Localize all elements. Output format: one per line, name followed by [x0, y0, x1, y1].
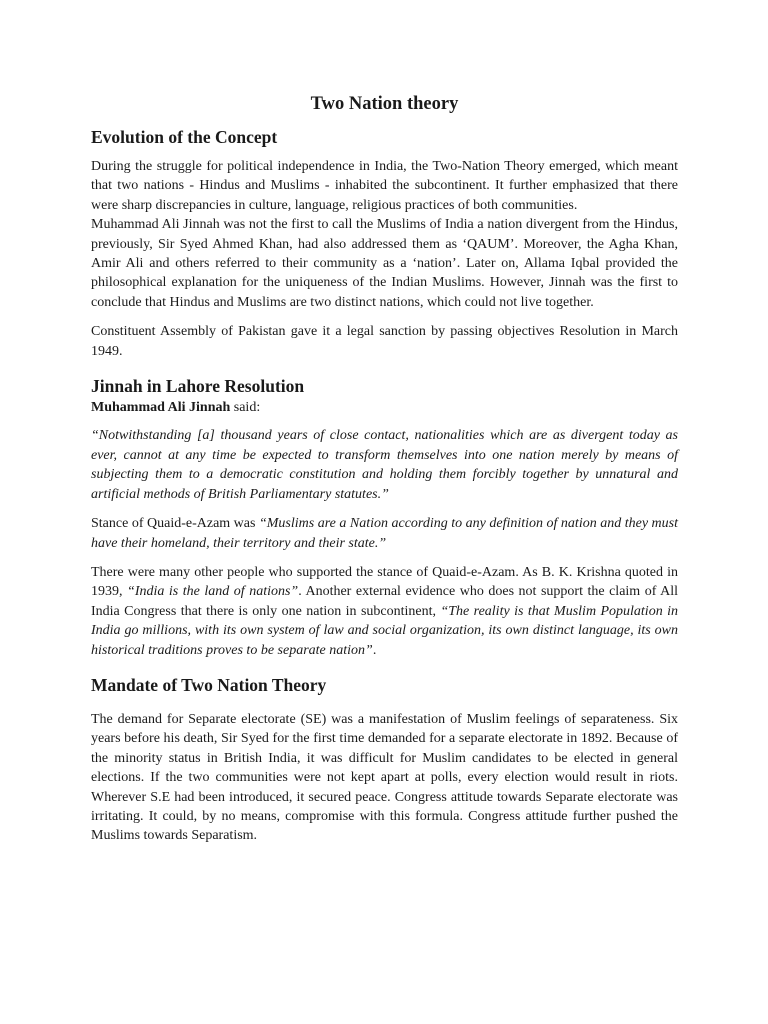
- evolution-paragraph-2: Muhammad Ali Jinnah was not the first to call the Muslims of India a nation divergent from the Hindus, previously, Sir Syed Ahmed Khan, had also addressed them as ‘QAUM’. Moreover, the Agha Khan, Amir Ali and others referred to their community as a ‘nation’. Later on, Allama Iqbal provided the philosophical explanation for the uniqueness of the Indian Muslims. However, Jinnah was the first to conclude that Hindus and Muslims are two distinct nations, which could not live together.: [91, 217, 678, 310]
- evolution-paragraph-1: During the struggle for political independence in India, the Two-Nation Theory emerged, which meant that two nations - Hindus and Muslims - inhabited the subcontinent. It further emphasized that there were sharp discrepancies in culture, language, religious practices of both communities.: [91, 159, 678, 213]
- stance-quote: “Muslims are a Nation according to any definition of nation and they must have their homeland, their territory and their state.”: [91, 516, 678, 551]
- speaker-said: said:: [230, 400, 261, 416]
- speaker-line: [91, 398, 678, 417]
- document-title: Two Nation theory: [310, 94, 459, 114]
- heading-evolution: Evolution of the Concept: [91, 127, 278, 147]
- jinnah-quote: “Notwithstanding [a] thousand years of close contact, nationalities which are as divergent today as ever, cannot at any time be expected to transform themselves into one nation merely by means of subjecting them to a democratic constitution and holding them forcibly together by unnatural and artificial methods of British Parliamentary statutes.”: [91, 428, 678, 502]
- heading-lahore-resolution: Jinnah in Lahore Resolution: [91, 376, 305, 397]
- support-quote-1: “India is the land of nations”: [127, 584, 299, 600]
- document-page: [91, 92, 678, 846]
- stance-paragraph: [91, 514, 678, 553]
- support-paragraph: [91, 563, 678, 660]
- heading-mandate: Mandate of Two Nation Theory: [91, 674, 327, 695]
- support-end: .: [372, 642, 377, 658]
- support-quote-2: “The reality is that Muslim Population in India go millions, with its own system of law and social organization, its own distinct language, its own historical traditions proves to be separate nation”: [91, 603, 679, 658]
- speaker-name: Muhammad Ali Jinnah: [91, 400, 231, 416]
- evolution-paragraph-3: Constituent Assembly of Pakistan gave it a legal sanction by passing objectives Resolution in March 1949.: [91, 324, 678, 359]
- support-prefix: There were many other people who supported the stance of Quaid-e-Azam. As B. K. Krishna quoted in 1939,: [91, 564, 678, 600]
- mandate-paragraph-1: The demand for Separate electorate (SE) was a manifestation of Muslim feelings of separateness. Six years before his death, Sir Syed for the first time demanded for a separate electorate in 1892. Because of the minority status in British India, it was difficult for Muslim candidates to be elected in general elections. If the two communities were not kept apart at polls, every election would result in riots. Wherever S.E had been introduced, it secured peace. Congress attitude towards Separate electorate was irritating. It could, by no means, compromise with this formula. Congress attitude further pushed the Muslims towards Separatism.: [91, 711, 678, 844]
- stance-prefix: Stance of Quaid-e-Azam was: [91, 516, 259, 532]
- support-middle: . Another external evidence who does not support the claim of All India Congress that there is only one nation in subcontinent,: [91, 584, 679, 619]
